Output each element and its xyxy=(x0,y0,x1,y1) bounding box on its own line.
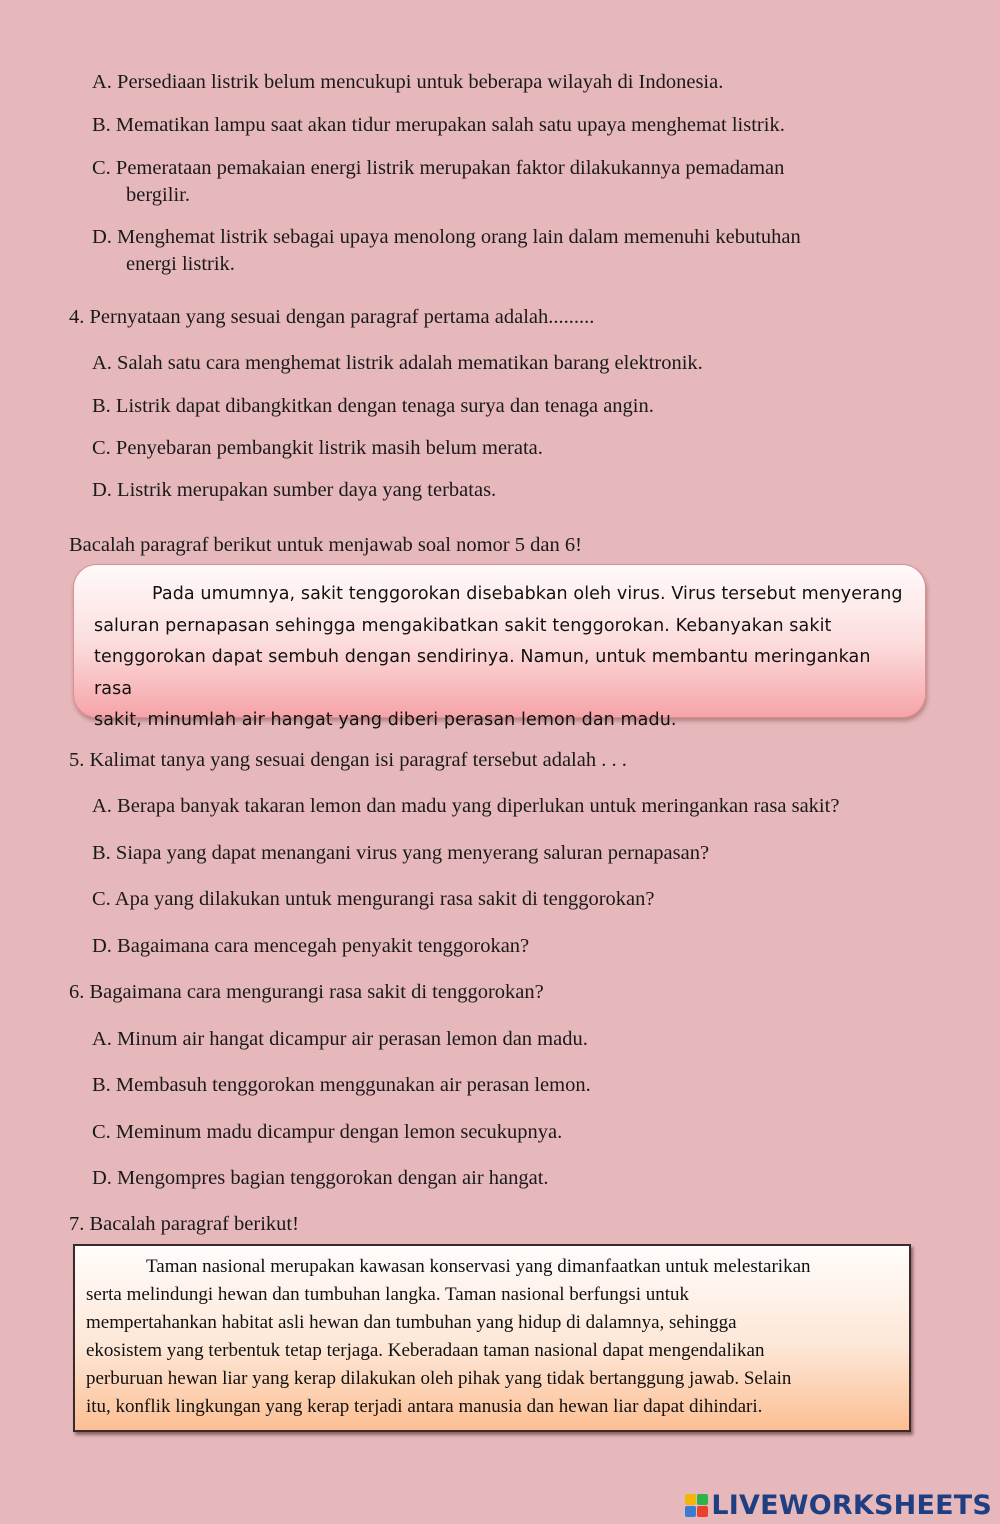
q4-question: 4. Pernyataan yang sesuai dengan paragraf pertama adalah......... xyxy=(69,306,595,328)
q5-option-b[interactable]: B. Siapa yang dapat menangani virus yang menyerang saluran pernapasan? xyxy=(92,842,710,864)
q6-option-c[interactable]: C. Meminum madu dicampur dengan lemon secukupnya. xyxy=(92,1121,563,1143)
q5-question: 5. Kalimat tanya yang sesuai dengan isi paragraf tersebut adalah . . . xyxy=(69,749,627,771)
q4-option-a[interactable]: A. Salah satu cara menghemat listrik adalah mematikan barang elektronik. xyxy=(92,352,703,374)
q3-option-c[interactable]: C. Pemerataan pemakaian energi listrik merupakan faktor dilakukannya pemadaman bergilir. xyxy=(92,157,785,206)
instruction-5-6: Bacalah paragraf berikut untuk menjawab soal nomor 5 dan 6! xyxy=(69,534,582,556)
liveworksheets-logo-icon xyxy=(685,1494,708,1517)
passage-1-line: Pada umumnya, sakit tenggorokan disebabkan oleh virus. Virus tersebut menyerang xyxy=(152,584,903,604)
passage-1-line: saluran pernapasan sehingga mengakibatkan sakit tenggorokan. Kebanyakan sakit xyxy=(94,615,832,636)
passage-2-line: itu, konflik lingkungan yang kerap terjadi antara manusia dan hewan liar dapat dihindari. xyxy=(86,1396,763,1417)
q4-option-b[interactable]: B. Listrik dapat dibangkitkan dengan tenaga surya dan tenaga angin. xyxy=(92,395,654,417)
q5-option-d[interactable]: D. Bagaimana cara mencegah penyakit tenggorokan? xyxy=(92,935,530,957)
q3-option-b[interactable]: B. Mematikan lampu saat akan tidur merupakan salah satu upaya menghemat listrik. xyxy=(92,114,785,136)
q3-option-a[interactable]: A. Persediaan listrik belum mencukupi untuk beberapa wilayah di Indonesia. xyxy=(92,71,724,93)
passage-2-line: Taman nasional merupakan kawasan konservasi yang dimanfaatkan untuk melestarikan xyxy=(146,1256,811,1277)
passage-1-line: sakit, minumlah air hangat yang diberi perasan lemon dan madu. xyxy=(94,710,677,730)
passage-2-text xyxy=(86,1253,906,1421)
passage-1-line: tenggorokan dapat sembuh dengan sendirinya. Namun, untuk membantu meringankan rasa xyxy=(94,647,871,699)
logo-text: LIVEWORKSHEETS xyxy=(711,1489,992,1521)
q4-option-c[interactable]: C. Penyebaran pembangkit listrik masih belum merata. xyxy=(92,437,543,459)
liveworksheets-logo xyxy=(685,1487,992,1523)
q6-option-a[interactable]: A. Minum air hangat dicampur air perasan lemon dan madu. xyxy=(92,1028,588,1050)
passage-2-line: perburuan hewan liar yang kerap dilakukan oleh pihak yang tidak bertanggung jawab. Selain xyxy=(86,1368,792,1389)
passage-box-1 xyxy=(73,564,926,730)
q3-option-d[interactable]: D. Menghemat listrik sebagai upaya menolong orang lain dalam memenuhi kebutuhan energi listrik. xyxy=(92,226,801,275)
passage-1-text xyxy=(94,579,914,737)
q6-option-d[interactable]: D. Mengompres bagian tenggorokan dengan air hangat. xyxy=(92,1167,549,1189)
q4-option-d[interactable]: D. Listrik merupakan sumber daya yang terbatas. xyxy=(92,479,497,501)
passage-2-line: ekosistem yang terbentuk tetap terjaga. Keberadaan taman nasional dapat mengendalikan xyxy=(86,1340,765,1361)
q7-question: 7. Bacalah paragraf berikut! xyxy=(69,1213,299,1235)
q6-question: 6. Bagaimana cara mengurangi rasa sakit di tenggorokan? xyxy=(69,981,544,1003)
passage-box-2 xyxy=(73,1244,911,1432)
passage-2-line: serta melindungi hewan dan tumbuhan langka. Taman nasional berfungsi untuk xyxy=(86,1284,690,1305)
passage-2-line: mempertahankan habitat asli hewan dan tumbuhan yang hidup di dalamnya, sehingga xyxy=(86,1312,737,1333)
q5-option-c[interactable]: C. Apa yang dilakukan untuk mengurangi rasa sakit di tenggorokan? xyxy=(92,888,655,910)
q6-option-b[interactable]: B. Membasuh tenggorokan menggunakan air perasan lemon. xyxy=(92,1074,591,1096)
q5-option-a[interactable]: A. Berapa banyak takaran lemon dan madu yang diperlukan untuk meringankan rasa sakit? xyxy=(92,795,840,817)
